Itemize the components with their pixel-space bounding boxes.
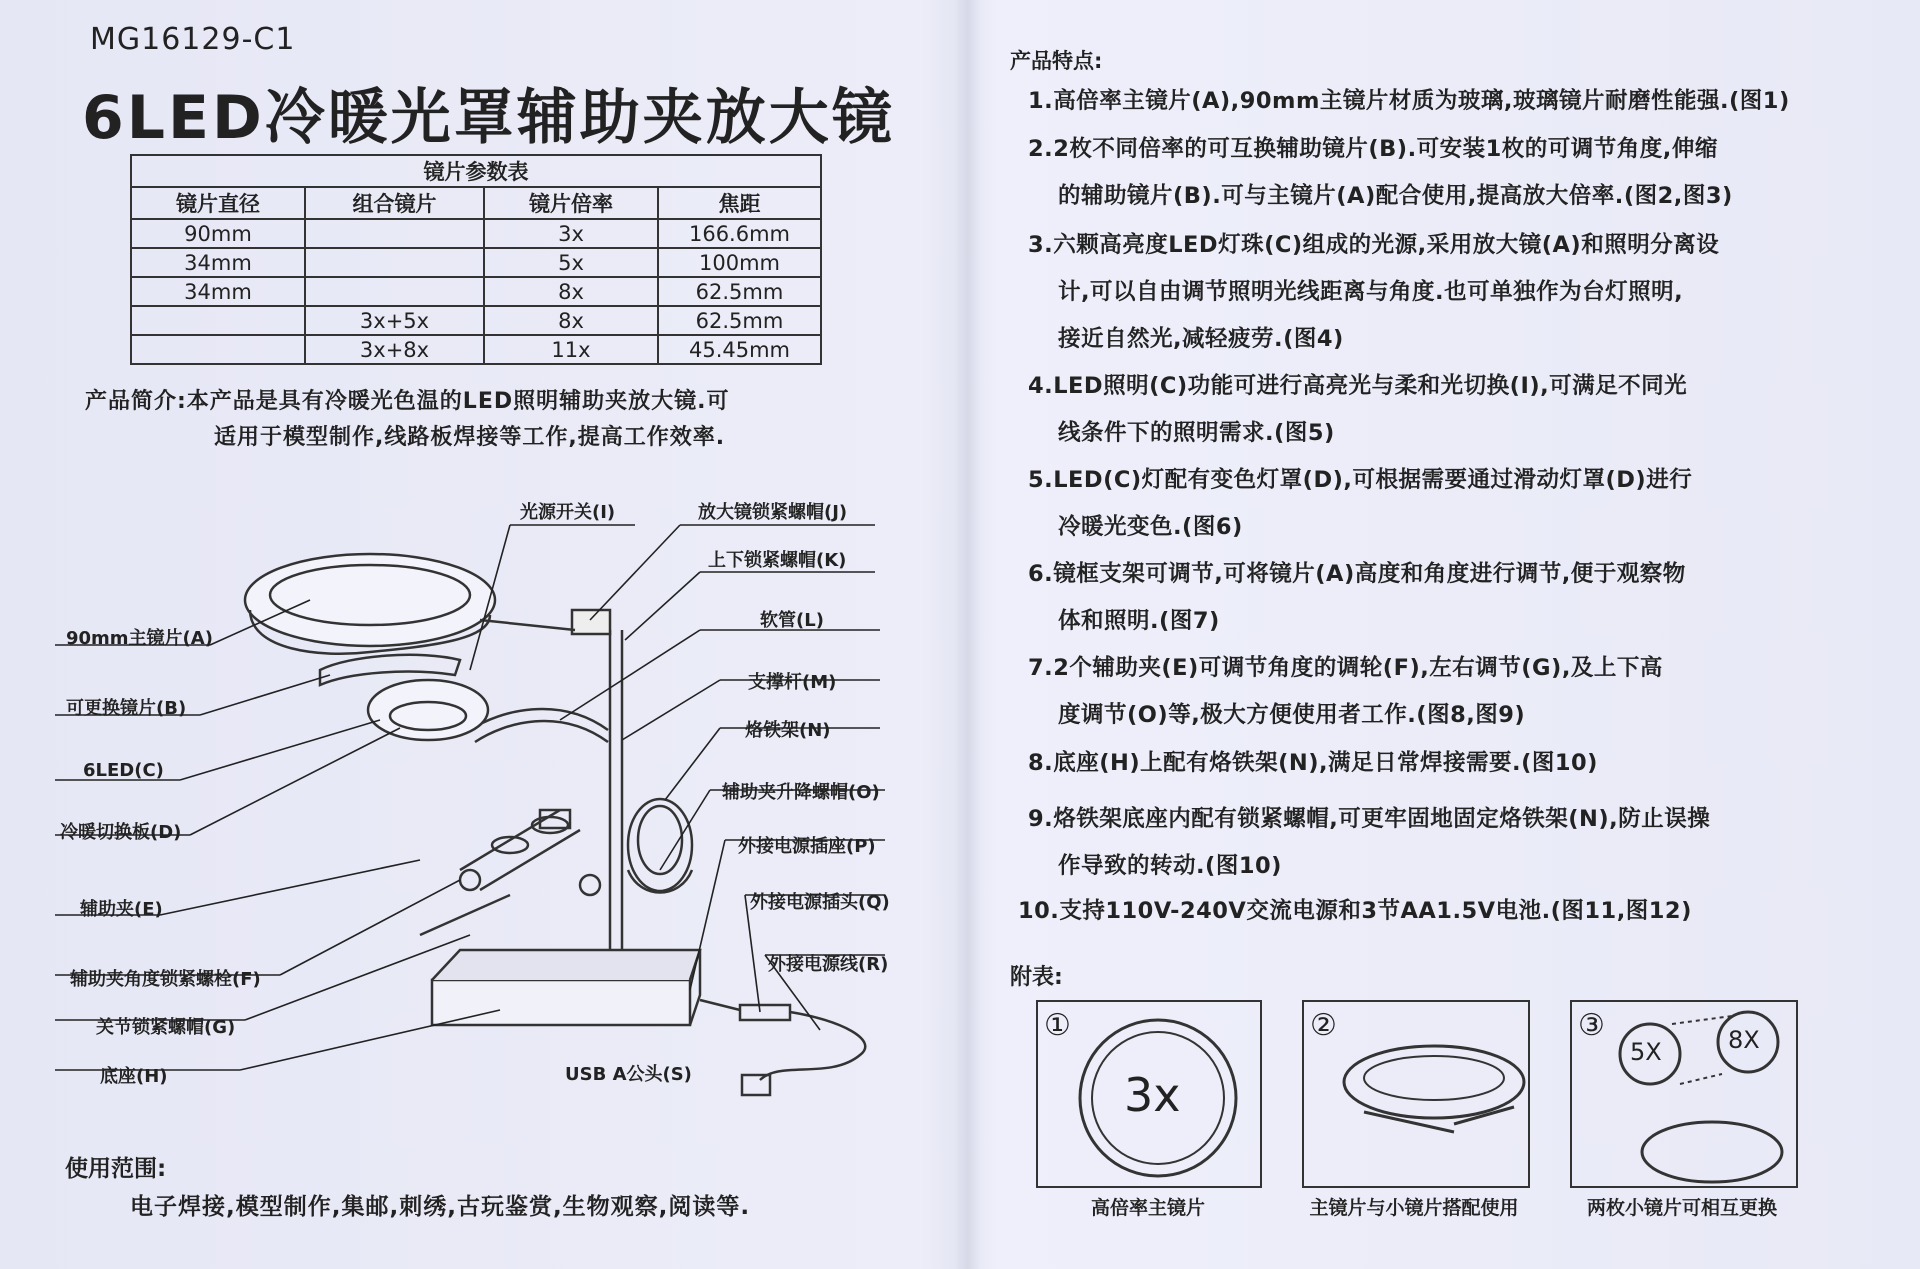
- spec-cell: [131, 335, 305, 364]
- spec-cell: 3x: [484, 219, 658, 248]
- feature-item: [1028, 363, 1848, 457]
- lens-5x-label: 5X: [1630, 1038, 1662, 1066]
- figure-number: ①: [1044, 1008, 1071, 1043]
- feature-item: [1028, 796, 1848, 890]
- spec-cell: 90mm: [131, 219, 305, 248]
- feature-line: 体和照明.(图7): [1058, 608, 1220, 634]
- spec-cell: 5x: [484, 248, 658, 277]
- label-swap-lens: 可更换镜片(B): [66, 698, 187, 719]
- label-support-rod: 支撑杆(M): [748, 672, 837, 693]
- table-row: [131, 219, 821, 248]
- label-lift-nut: 辅助夹升降螺帽(O): [722, 782, 880, 803]
- feature-item: [1028, 457, 1848, 551]
- feature-item: [1028, 222, 1848, 363]
- lens-combo-icon: [1304, 1002, 1528, 1186]
- figure-3-caption: 两枚小镜片可相互更换: [1586, 1197, 1777, 1219]
- label-joint-nut: 关节锁紧螺帽(G): [96, 1017, 236, 1038]
- feature-item: [1028, 126, 1848, 220]
- feature-line: 作导致的转动.(图10): [1058, 853, 1282, 879]
- label-lock-nut-j: 放大镜锁紧螺帽(J): [698, 502, 848, 523]
- spec-cell: [305, 277, 484, 306]
- lens-swap-icon: [1572, 1002, 1796, 1186]
- feature-line: 度调节(O)等,极大方便使用者工作.(图8,图9): [1058, 702, 1526, 728]
- features-title: 产品特点:: [1010, 49, 1103, 73]
- figure-lens-mag: 3x: [1124, 1068, 1181, 1122]
- table-row: [131, 248, 821, 277]
- feature-line: 9.烙铁架底座内配有锁紧螺帽,可更牢固地固定烙铁架(N),防止误操: [1028, 806, 1711, 832]
- label-aux-clip: 辅助夹(E): [80, 899, 163, 920]
- feature-item: [1018, 888, 1838, 935]
- feature-line: 8.底座(H)上配有烙铁架(N),满足日常焊接需要.(图10): [1028, 750, 1598, 776]
- label-power-socket: 外接电源插座(P): [738, 836, 876, 857]
- label-led: 6LED(C): [83, 760, 164, 781]
- feature-line: 的辅助镜片(B).可与主镜片(A)配合使用,提高放大倍率.(图2,图3): [1058, 183, 1733, 209]
- table-row: [131, 335, 821, 364]
- label-light-switch: 光源开关(I): [520, 502, 616, 523]
- figure-1-caption: 高倍率主镜片: [1090, 1197, 1205, 1219]
- feature-line: 接近自然光,减轻疲劳.(图4): [1058, 326, 1344, 352]
- feature-line: 6.镜框支架可调节,可将镜片(A)高度和角度进行调节,便于观察物: [1028, 561, 1686, 587]
- page-fold: [955, 0, 981, 1269]
- label-hose: 软管(L): [760, 610, 824, 631]
- usage-title: 使用范围:: [65, 1156, 167, 1182]
- spec-table: [130, 154, 822, 365]
- spec-header: 镜片倍率: [484, 187, 658, 219]
- spec-cell: 62.5mm: [658, 277, 821, 306]
- product-diagram: [0, 480, 950, 1140]
- usage-body: 电子焊接,模型制作,集邮,刺绣,古玩鉴赏,生物观察,阅读等.: [130, 1194, 751, 1220]
- label-main-lens: 90mm主镜片(A): [66, 628, 213, 649]
- spec-cell: [305, 219, 484, 248]
- label-power-cord: 外接电源线(R): [768, 954, 889, 975]
- spec-cell: [131, 306, 305, 335]
- feature-line: 1.高倍率主镜片(A),90mm主镜片材质为玻璃,玻璃镜片耐磨性能强.(图1): [1028, 88, 1790, 114]
- spec-header: 组合镜片: [305, 187, 484, 219]
- table-row: [131, 277, 821, 306]
- feature-line: 计,可以自由调节照明光线距离与角度.也可单独作为台灯照明,: [1058, 279, 1684, 305]
- figure-2: [1302, 1000, 1530, 1188]
- feature-item: [1028, 78, 1848, 125]
- spec-cell: 11x: [484, 335, 658, 364]
- feature-item: [1028, 740, 1848, 787]
- spec-header: 焦距: [658, 187, 821, 219]
- spec-cell: 3x+5x: [305, 306, 484, 335]
- feature-line: 冷暖光变色.(图6): [1058, 514, 1243, 540]
- feature-line: 2.2枚不同倍率的可互换辅助镜片(B).可安装1枚的可调节角度,伸缩: [1028, 136, 1718, 162]
- figure-2-caption: 主镜片与小镜片搭配使用: [1309, 1197, 1519, 1219]
- appendix-title: 附表:: [1010, 965, 1063, 990]
- product-intro: [85, 384, 729, 456]
- spec-cell: 34mm: [131, 248, 305, 277]
- feature-line: 3.六颗高亮度LED灯珠(C)组成的光源,采用放大镜(A)和照明分离设: [1028, 232, 1720, 258]
- spec-cell: 45.45mm: [658, 335, 821, 364]
- table-row: [131, 306, 821, 335]
- figure-number: ③: [1578, 1008, 1605, 1043]
- lens-8x-label: 8X: [1728, 1026, 1760, 1054]
- spec-header: 镜片直径: [131, 187, 305, 219]
- label-lock-nut-k: 上下锁紧螺帽(K): [708, 550, 847, 571]
- intro-line: 适用于模型制作,线路板焊接等工作,提高工作效率.: [214, 425, 726, 450]
- spec-cell: 3x+8x: [305, 335, 484, 364]
- feature-line: 4.LED照明(C)功能可进行高亮光与柔和光切换(I),可满足不同光: [1028, 373, 1688, 399]
- feature-line: 5.LED(C)灯配有变色灯罩(D),可根据需要通过滑动灯罩(D)进行: [1028, 467, 1693, 493]
- spec-cell: 8x: [484, 277, 658, 306]
- spec-cell: 166.6mm: [658, 219, 821, 248]
- product-title: 6LED冷暖光罩辅助夹放大镜: [82, 83, 895, 153]
- label-iron-stand: 烙铁架(N): [745, 720, 831, 741]
- feature-line: 10.支持110V-240V交流电源和3节AA1.5V电池.(图11,图12): [1018, 898, 1692, 924]
- label-usb: USB A公头(S): [565, 1064, 692, 1085]
- model-number: MG16129-C1: [90, 22, 296, 57]
- figure-number: ②: [1310, 1008, 1337, 1043]
- feature-line: 线条件下的照明需求.(图5): [1058, 420, 1335, 446]
- label-angle-bolt: 辅助夹角度锁紧螺栓(F): [70, 969, 261, 990]
- figure-3: [1570, 1000, 1798, 1188]
- figure-1: [1036, 1000, 1262, 1188]
- spec-cell: [305, 248, 484, 277]
- label-power-plug: 外接电源插头(Q): [750, 892, 890, 913]
- spec-table-caption: 镜片参数表: [131, 155, 821, 187]
- spec-cell: 8x: [484, 306, 658, 335]
- spec-cell: 34mm: [131, 277, 305, 306]
- intro-line: 产品简介:本产品是具有冷暖光色温的LED照明辅助夹放大镜.可: [85, 389, 730, 414]
- label-base: 底座(H): [100, 1066, 168, 1087]
- spec-cell: 100mm: [658, 248, 821, 277]
- feature-item: [1028, 645, 1848, 739]
- label-switch-plate: 冷暖切换板(D): [60, 822, 182, 843]
- feature-item: [1028, 551, 1848, 645]
- spec-cell: 62.5mm: [658, 306, 821, 335]
- feature-line: 7.2个辅助夹(E)可调节角度的调轮(F),左右调节(G),及上下高: [1028, 655, 1663, 681]
